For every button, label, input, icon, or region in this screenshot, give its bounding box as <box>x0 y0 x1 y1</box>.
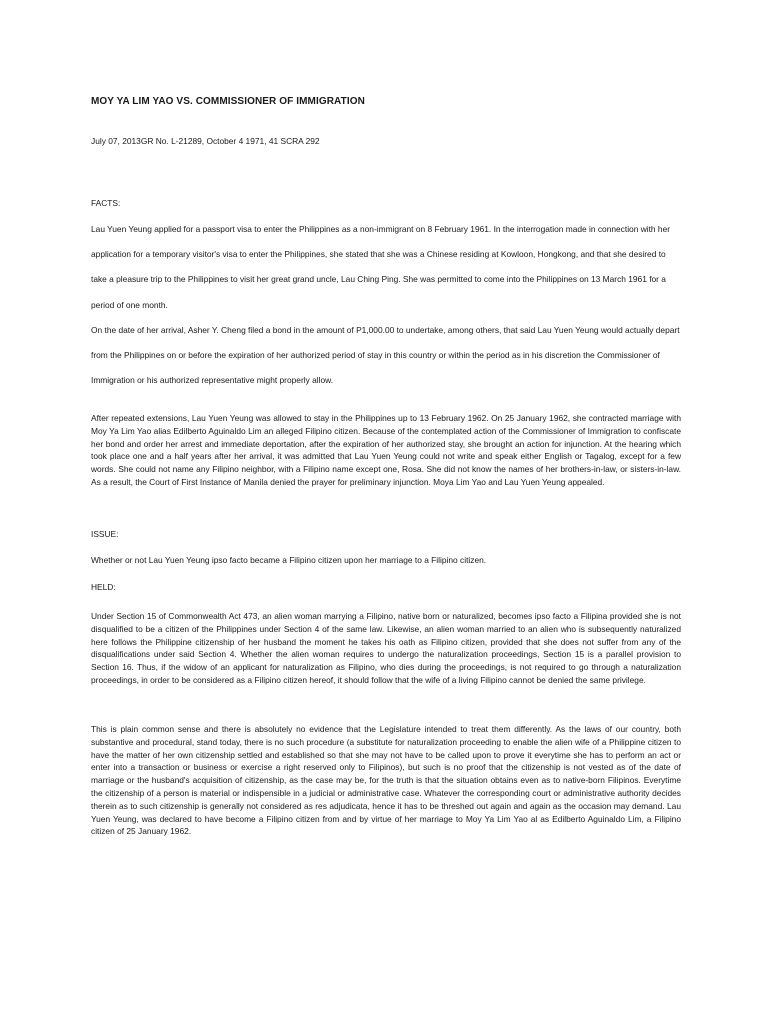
issue-heading: ISSUE: <box>91 529 119 539</box>
case-title: MOY YA LIM YAO VS. COMMISSIONER OF IMMIGRATION <box>91 96 365 107</box>
held-paragraph-1: Under Section 15 of Commonwealth Act 473, an alien woman marrying a Filipino, native born or naturalized, becomes ipso facto a Filipina provided she is not disqualified to be a citizen of the Philippines under Section 4 of the same law. Likewise, an alien woman married to an alien who is subsequently naturalized here follows the Philippine citizenship of her husband the moment he takes his oath as Filipino citizen, provided that she does not suffer from any of the disqualifications under said Section 4. Whether the alien woman requires to undergo the naturalization proceedings, Section 15 is a parallel provision to Section 16. Thus, if the widow of an applicant for naturalization as Filipino, who dies during the proceedings, is not required to go through a naturalization proceedings, in order to be considered as a Filipino citizen hereof, it should follow that the wife of a living Filipino cannot be denied the same privilege. <box>91 611 681 685</box>
facts-paragraph-2: On the date of her arrival, Asher Y. Cheng filed a bond in the amount of P1,000.00 to undertake, among others, that said Lau Yuen Yeung would actually depart from the Philippines on or before the expiration of her authorized period of stay in this country or within the period as in his discretion the Commissioner of Immigration or his authorized representative might properly allow. <box>91 325 680 386</box>
held-paragraph-2: This is plain common sense and there is absolutely no evidence that the Legislature intended to treat them differently. As the laws of our country, both substantive and procedural, stand today, there is no such procedure (a substitute for naturalization proceeding to enable the alien wife of a Philippine citizen to have the matter of her own citizenship settled and established so that she may not have to be called upon to prove it everytime she has to perform an act or enter into a transaction or business or exercise a right reserved only to Filipinos), but such is no proof that the citizenship is not vested as of the date of marriage or the husband's acquisition of citizenship, as the case may be, for the truth is that the situation obtains even as to native-born Filipinos. Everytime the citizenship of a person is material or indispensible in a judicial or administrative case. Whatever the corresponding court or administrative authority decides therein as to such citizenship is generally not considered as res adjudicata, hence it has to be threshed out again and again as the occasion may demand. Lau Yuen Yeung, was declared to have become a Filipino citizen from and by virtue of her marriage to Moy Ya Lim Yao al as Edilberto Aguinaldo Lim, a Filipino citizen of 25 January 1962. <box>91 724 681 837</box>
case-citation: July 07, 2013GR No. L-21289, October 4 1971, 41 SCRA 292 <box>91 136 320 146</box>
facts-paragraph-1: Lau Yuen Yeung applied for a passport visa to enter the Philippines as a non-immigrant on 8 February 1961. In the interrogation made in connection with her application for a temporary visitor's visa to enter the Philippines, she stated that she was a Chinese residing at Kowloon, Hongkong, and that she desired to take a pleasure trip to the Philippines to visit her great grand uncle, Lau Ching Ping. She was permitted to come into the Philippines on 13 March 1961 for a period of one month. <box>91 224 671 310</box>
issue-text: Whether or not Lau Yuen Yeung ipso facto became a Filipino citizen upon her marriage to a Filipino citizen. <box>91 555 487 565</box>
facts-paragraph-3: After repeated extensions, Lau Yuen Yeung was allowed to stay in the Philippines up to 13 February 1962. On 25 January 1962, she contracted marriage with Moy Ya Lim Yao alias Edilberto Aguinaldo Lim an alleged Filipino citizen. Because of the contemplated action of the Commissioner of Immigration to confiscate her bond and order her arrest and immediate deportation, after the expiration of her authorized stay, she brought an action for injunction. At the hearing which took place one and a half years after her arrival, it was admitted that Lau Yuen Yeung could not write and speak either English or Tagalog, except for a few words. She could not name any Filipino neighbor, with a Filipino name except one, Rosa. She did not know the names of her brothers-in-law, or sisters-in-law. As a result, the Court of First Instance of Manila denied the prayer for preliminary injunction. Moya Lim Yao and Lau Yuen Yeung appealed. <box>91 413 681 487</box>
held-heading: HELD: <box>91 582 116 592</box>
facts-heading: FACTS: <box>91 198 121 208</box>
